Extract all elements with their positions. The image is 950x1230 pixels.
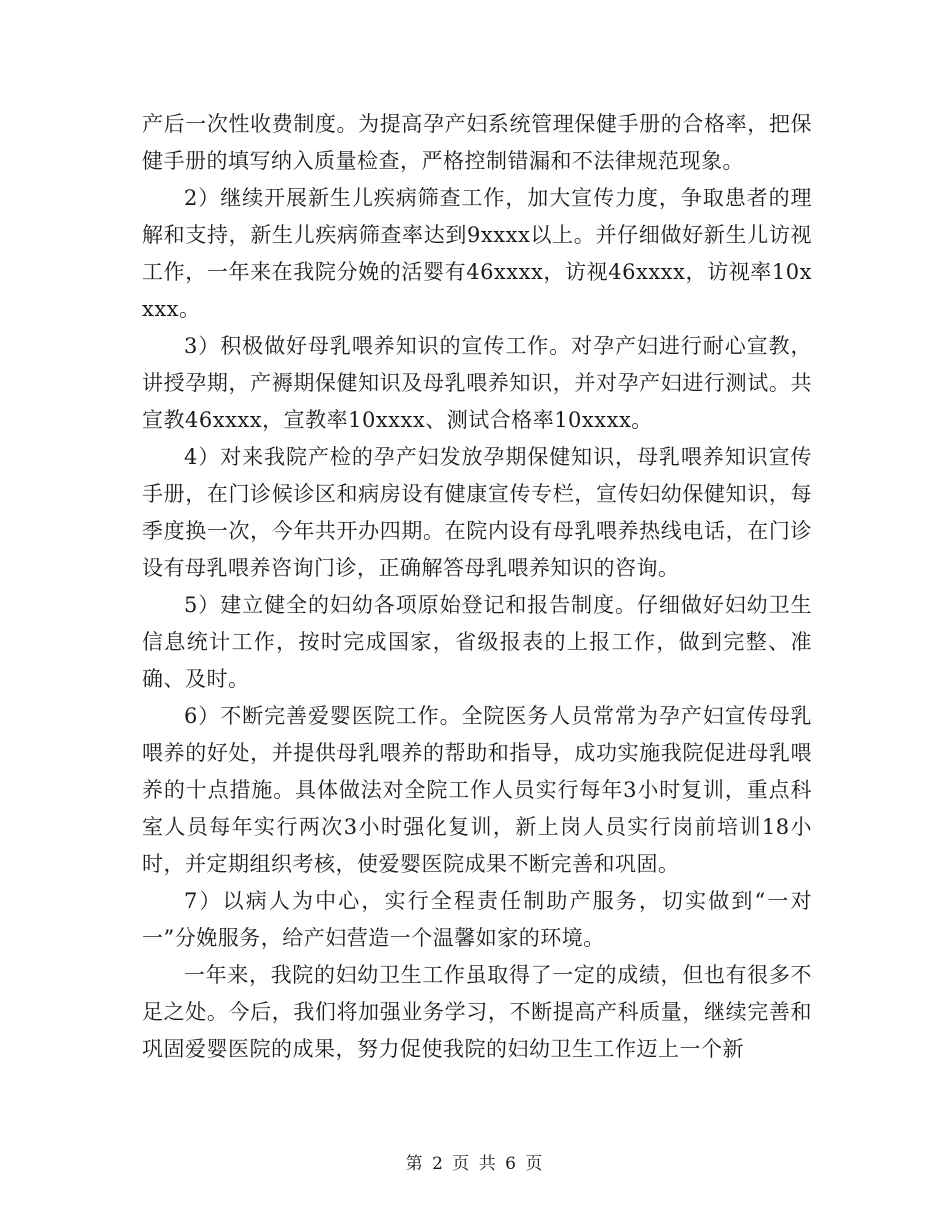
page-number-footer: 第 2 页 共 6 页 xyxy=(405,1154,545,1174)
paragraph-item-6: 6）不断完善爱婴医院工作。全院医务人员常常为孕产妇宣传母乳喂养的好处，并提供母乳喂养的帮助和指导，成功实施我院促进母乳喂养的十点措施。具体做法对全院工作人员实行每年3小时复训，重点科室人员每年实行两次3小时强化复训，新上岗人员实行岗前培训18小时，并定期组织考核，使爱婴医院成果不断完善和巩固。 xyxy=(142,704,812,876)
paragraph-item-2: 2）继续开展新生儿疾病筛查工作，加大宣传力度，争取患者的理解和支持，新生儿疾病筛查率达到9xxxx以上。并仔细做好新生儿访视工作，一年来在我院分娩的活婴有46xxxx，访视46xxxx，访视率10xxxx。 xyxy=(142,186,812,321)
document-body xyxy=(142,106,812,1068)
paragraph-item-5: 5）建立健全的妇幼各项原始登记和报告制度。仔细做好妇幼卫生信息统计工作，按时完成国家，省级报表的上报工作，做到完整、准确、及时。 xyxy=(142,593,812,691)
paragraph-summary: 一年来，我院的妇幼卫生工作虽取得了一定的成绩，但也有很多不足之处。今后，我们将加强业务学习，不断提高产科质量，继续完善和巩固爱婴医院的成果，努力促使我院的妇幼卫生工作迈上一个新 xyxy=(142,963,812,1061)
paragraph-item-7: 7）以病人为中心，实行全程责任制助产服务，切实做到“一对一”分娩服务，给产妇营造一个温馨如家的环境。 xyxy=(142,889,812,950)
paragraph-continuation: 产后一次性收费制度。为提高孕产妇系统管理保健手册的合格率，把保健手册的填写纳入质量检查，严格控制错漏和不法律规范现象。 xyxy=(142,112,812,173)
paragraph-item-3: 3）积极做好母乳喂养知识的宣传工作。对孕产妇进行耐心宣教，讲授孕期，产褥期保健知识及母乳喂养知识，并对孕产妇进行测试。共宣教46xxxx，宣教率10xxxx、测试合格率10xxxx。 xyxy=(142,334,812,432)
paragraph-item-4: 4）对来我院产检的孕产妇发放孕期保健知识，母乳喂养知识宣传手册，在门诊候诊区和病房设有健康宣传专栏，宣传妇幼保健知识，每季度换一次，今年共开办四期。在院内设有母乳喂养热线电话，在门诊设有母乳喂养咨询门诊，正确解答母乳喂养知识的咨询。 xyxy=(142,445,812,580)
